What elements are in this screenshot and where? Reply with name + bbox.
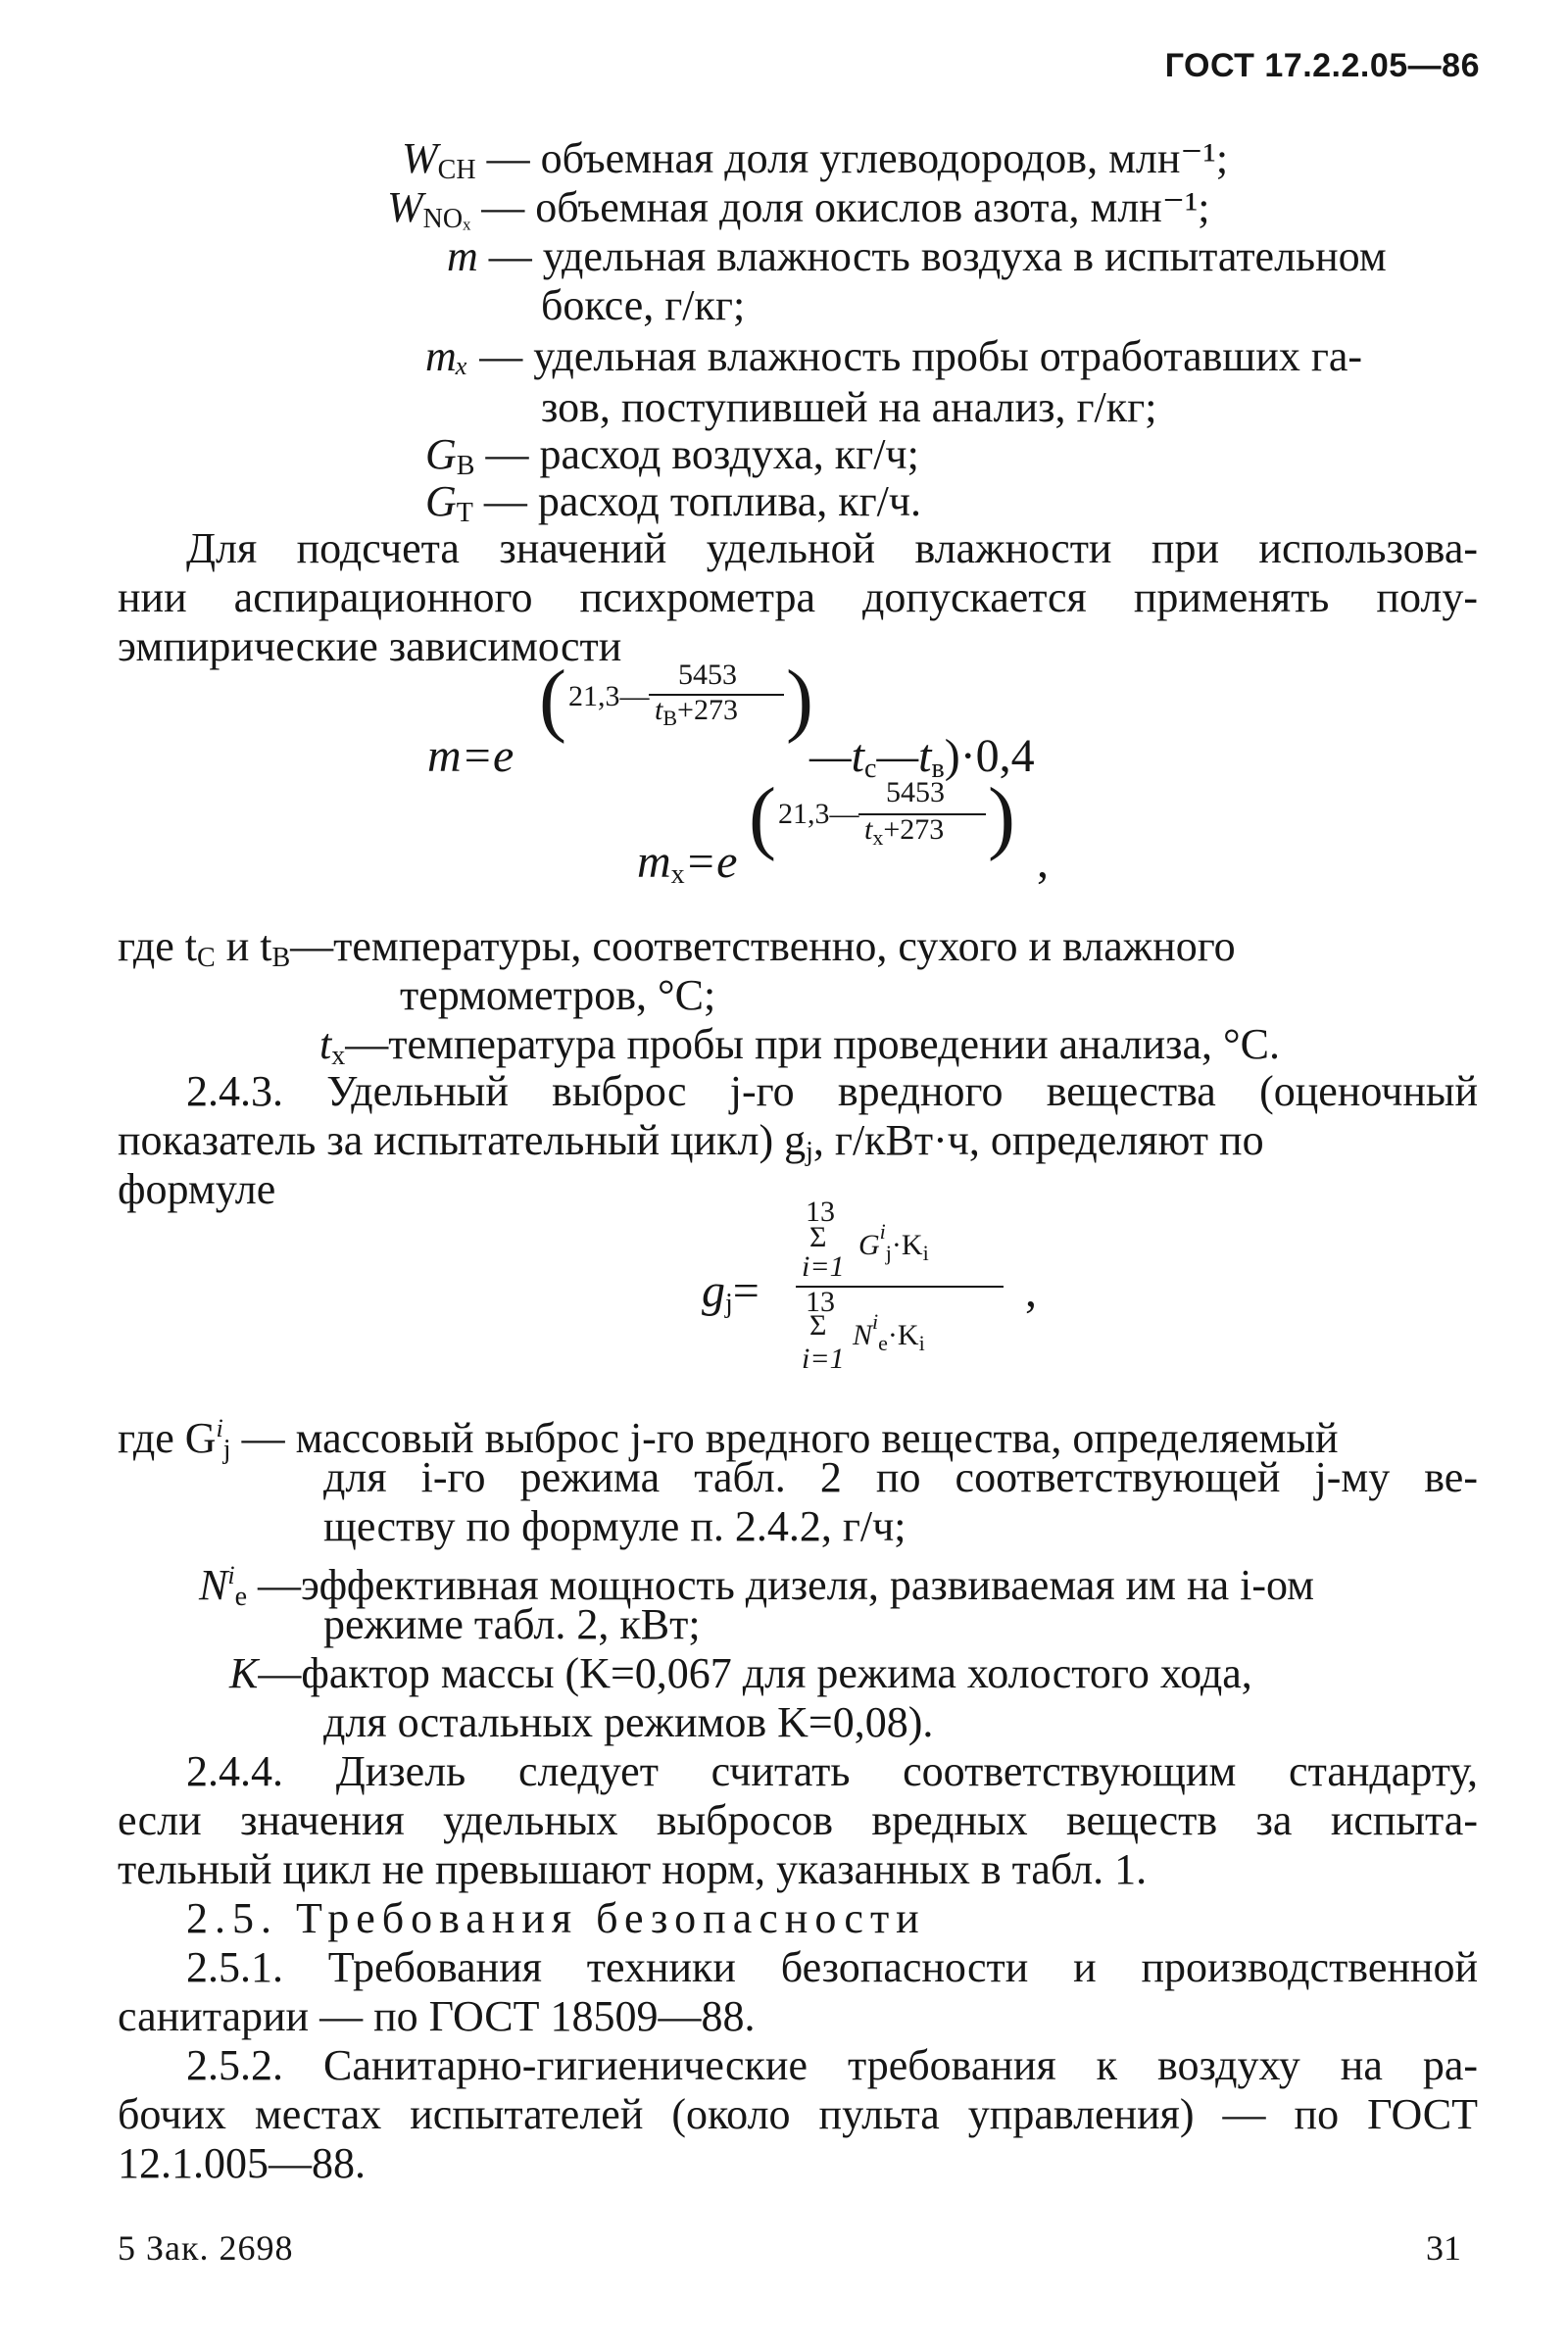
tail-end: )·0,4 — [944, 730, 1035, 782]
gj-sub: j — [725, 1289, 733, 1319]
para-252-line2: бочих местах испытателей (около пульта управления) — по ГОСТ — [118, 2090, 1478, 2138]
wt-sub-a: С — [197, 943, 216, 973]
num-sigma: Σ — [809, 1221, 827, 1253]
def-text: — расход воздуха, кг/ч; — [485, 430, 919, 478]
paren-right: ) — [786, 654, 813, 745]
mx-m: m — [637, 836, 671, 888]
def-n-sub: e — [234, 1582, 248, 1612]
def-g-lead: где G — [118, 1414, 217, 1462]
num-upper: 13 — [806, 1196, 835, 1228]
mx-eq: =e — [684, 836, 738, 888]
def-m-cont: боксе, г/кг; — [541, 281, 746, 329]
footer-order: 5 Зак. 2698 — [118, 2228, 294, 2268]
gj-g: g — [702, 1265, 725, 1317]
den-n-sub: e — [878, 1331, 888, 1355]
den-n-sup: i — [872, 1309, 879, 1334]
symbol-g: G — [425, 430, 457, 478]
den-n: N — [853, 1319, 873, 1351]
def-g-sub: j — [222, 1435, 231, 1465]
num-lower: i=1 — [802, 1250, 845, 1283]
gj-comma: , — [1025, 1265, 1037, 1317]
tail-tv: —t — [876, 730, 932, 782]
exp-num: 5453 — [678, 659, 737, 691]
def-k-line2: для остальных режимов K=0,08). — [323, 1698, 934, 1746]
den-k: ·K — [887, 1319, 919, 1351]
para-252-line1: 2.5.2. Санитарно-гигиенические требования к воздуху на ра- — [186, 2041, 1478, 2089]
para-psych-line3: эмпирические зависимости — [118, 622, 622, 670]
symbol-w: W — [402, 134, 438, 182]
formula-mx-comma: , — [1037, 836, 1049, 888]
symbol-m: m — [447, 232, 478, 280]
para-244-line1: 2.4.4. Дизель следует считать соответствующим стандарту, — [186, 1747, 1478, 1795]
symbol-g: G — [425, 477, 457, 525]
para-244-line3: тельный цикл не превышают норм, указанных в табл. 1. — [118, 1845, 1148, 1893]
exp-den-add: +273 — [883, 813, 945, 846]
p243-tail: , г/кВт·ч, определяют по — [812, 1116, 1264, 1164]
para-243-line2 — [118, 1115, 1478, 1178]
den-k-sub: i — [918, 1331, 925, 1355]
wt-sub-b: В — [271, 943, 291, 973]
paren-left: ( — [749, 771, 776, 862]
section-25-heading: 2.5. Требования безопасности — [186, 1894, 926, 1942]
exp-const: 21,3— — [778, 798, 859, 830]
para-psych-line2: нии аспирационного психрометра допускается применять полу- — [118, 573, 1478, 621]
where-temps-line1 — [118, 921, 1478, 984]
exp-den-sub: В — [662, 706, 678, 730]
mx-sub: x — [670, 859, 685, 890]
paren-right: ) — [988, 771, 1015, 862]
wt-b: и t — [215, 922, 272, 970]
wt-tx-text: —температура пробы при проведении анализа, °С. — [345, 1020, 1280, 1068]
def-g-line2: для i-го режима табл. 2 по соответствующей j-му ве- — [323, 1453, 1478, 1501]
exp-den — [864, 813, 944, 851]
symbol-w: W — [387, 183, 423, 231]
para-243-line3: формуле — [118, 1165, 276, 1213]
para-244-line2: если значения удельных выбросов вредных веществ за испыта- — [118, 1796, 1478, 1844]
def-text: — объемная доля углеводородов, млн⁻¹; — [486, 134, 1229, 182]
paren-left: ( — [539, 654, 566, 745]
def-m — [447, 231, 1387, 282]
symbol-sub: В — [456, 451, 475, 481]
def-g-line3: ществу по формуле п. 2.4.2, г/ч; — [323, 1502, 906, 1550]
symbol-mx: mₓ — [425, 332, 469, 380]
para-251-line2: санитарии — по ГОСТ 18509—88. — [118, 1992, 756, 2040]
def-k — [229, 1648, 1478, 1699]
tail-sub-v: в — [931, 754, 945, 784]
where-temps-line2: термометров, °С; — [400, 971, 716, 1019]
tail-tc: —t — [809, 730, 865, 782]
formula-m-lhs: m=e — [427, 730, 514, 782]
def-g-sup: i — [216, 1414, 223, 1442]
def-text: — удельная влажность воздуха в испытательном — [488, 232, 1387, 280]
def-text: — расход топлива, кг/ч. — [483, 477, 922, 525]
wt-tx: t — [319, 1020, 332, 1068]
num-term — [858, 1219, 929, 1266]
wt-c: —температуры, соответственно, сухого и влажного — [290, 922, 1236, 970]
num-g-sup: i — [879, 1219, 886, 1244]
den-term — [853, 1309, 925, 1356]
exp-den-add: +273 — [677, 694, 738, 726]
def-n-text: —эффективная мощность дизеля, развиваемая им на i-ом — [258, 1561, 1314, 1609]
p243-sub: j — [806, 1137, 813, 1167]
num-k: ·K — [891, 1229, 923, 1261]
den-upper: 13 — [806, 1286, 835, 1318]
def-k-sym: K — [229, 1649, 259, 1697]
formula-mx-lhs — [637, 835, 737, 891]
wt-a: где t — [118, 922, 197, 970]
num-g: G — [858, 1229, 880, 1261]
gj-eq: = — [732, 1265, 760, 1317]
symbol-sub: NOₓ — [422, 204, 471, 234]
def-n-sym: N — [199, 1561, 228, 1609]
exp-den — [655, 694, 738, 731]
num-g-sub: j — [885, 1241, 892, 1265]
def-g-text: — массовый выброс j-го вредного вещества, определяемый — [241, 1414, 1339, 1462]
den-lower: i=1 — [802, 1343, 845, 1375]
exp-num: 5453 — [886, 776, 945, 808]
wt-tx-sub: x — [331, 1041, 346, 1071]
def-k-text: —фактор массы (K=0,067 для режима холостого хода, — [258, 1649, 1252, 1697]
symbol-sub: Т — [456, 498, 473, 528]
para-psych-line1: Для подсчета значений удельной влажности при использова- — [186, 524, 1478, 572]
exp-den-sub: x — [872, 825, 884, 850]
den-sigma: Σ — [809, 1309, 827, 1342]
symbol-sub: CH — [437, 155, 476, 185]
para-251-line1: 2.5.1. Требования техники безопасности и производственной — [186, 1943, 1478, 1991]
gj-lhs — [702, 1264, 760, 1320]
def-n-sup: i — [227, 1561, 235, 1589]
def-text: — удельная влажность пробы отработавших га- — [479, 332, 1363, 380]
standard-header: ГОСТ 17.2.2.05—86 — [1164, 47, 1480, 84]
def-mx-cont: зов, поступившей на анализ, г/кг; — [541, 383, 1157, 431]
def-n-line2: режиме табл. 2, кВт; — [323, 1600, 701, 1648]
p243-text: показатель за испытательный цикл) g — [118, 1116, 807, 1164]
exp-den-t: t — [655, 694, 663, 726]
para-243-line1: 2.4.3. Удельный выброс j-го вредного вещества (оценочный — [186, 1067, 1478, 1115]
def-text: — объемная доля окислов азота, млн⁻¹; — [481, 183, 1210, 231]
tail-sub-c: с — [864, 754, 877, 784]
num-k-sub: i — [922, 1241, 929, 1265]
page-number: 31 — [1426, 2228, 1461, 2268]
para-252-line3: 12.1.005—88. — [118, 2139, 366, 2187]
exp-const: 21,3— — [568, 680, 650, 712]
exp-den-t: t — [864, 813, 873, 846]
def-mx — [425, 331, 1454, 382]
